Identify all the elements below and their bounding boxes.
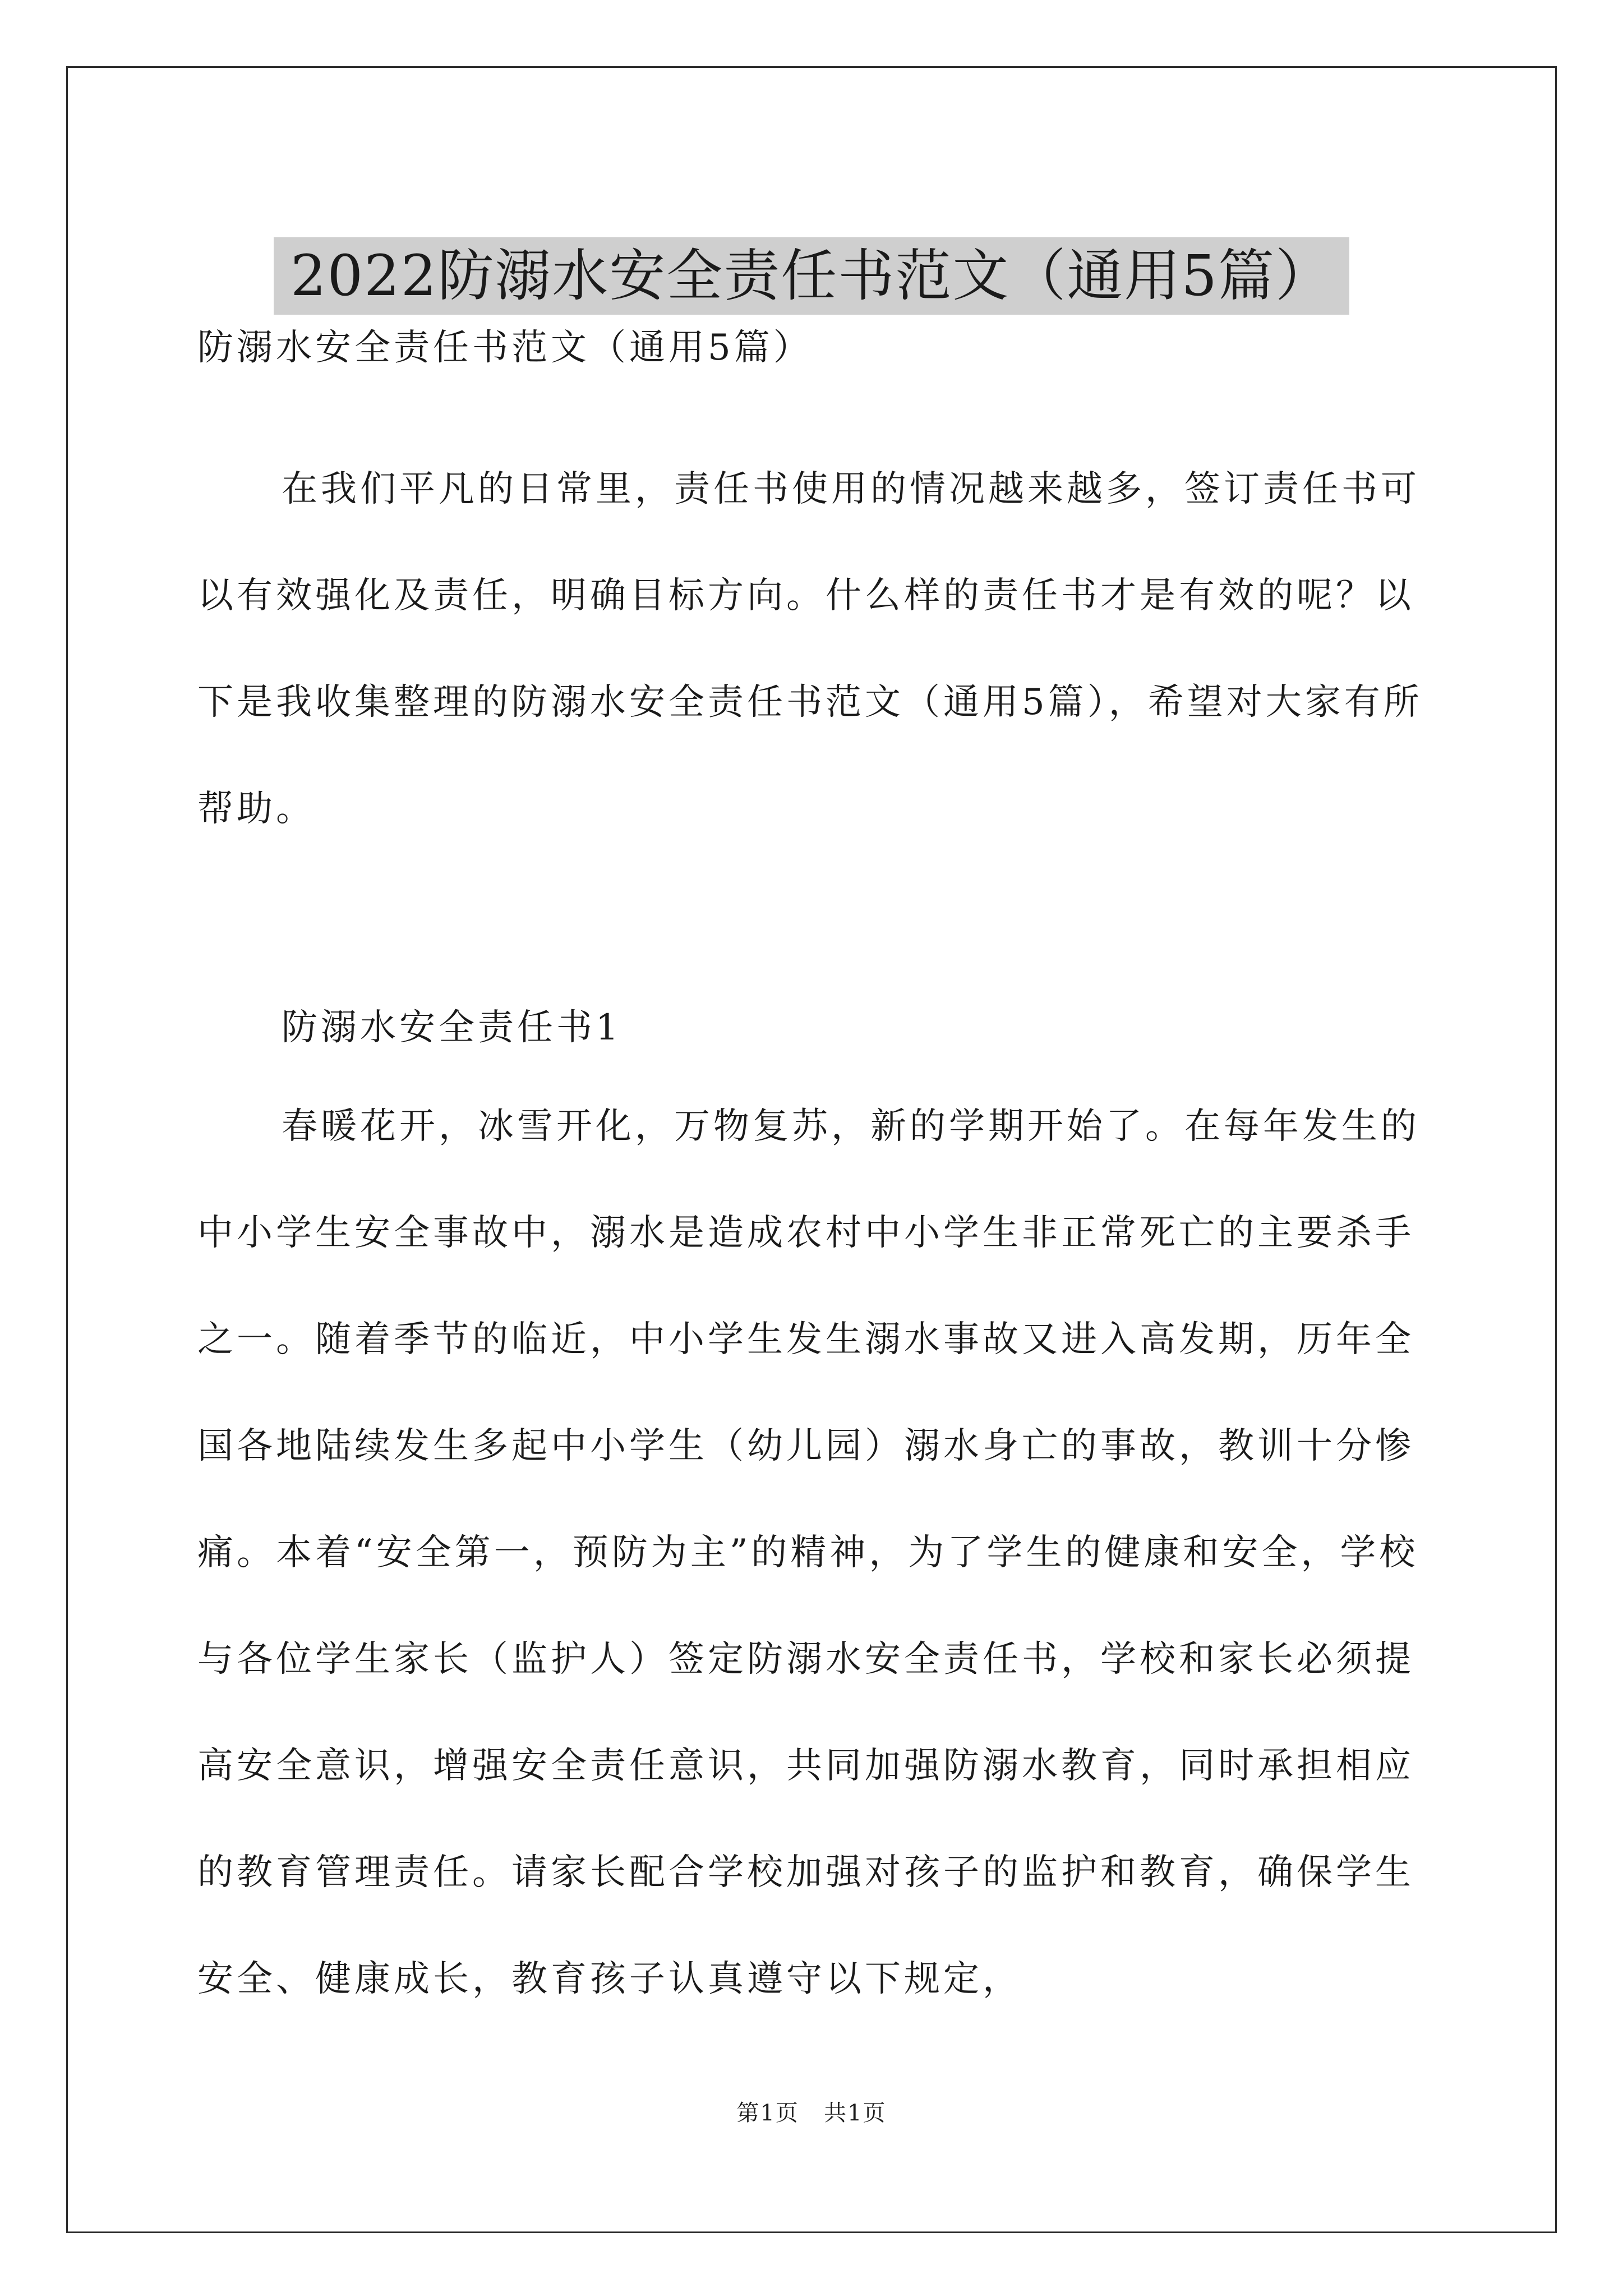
intro-paragraph: 在我们平凡的日常里，责任书使用的情况越来越多，签订责任书可以有效强化及责任，明确目标方向。什么样的责任书才是有效的呢？以下是我收集整理的防溺水安全责任书范文（通用5篇），希望对大家有所帮助。 [197,468,1423,830]
page-footer: 第1页 共1页 [736,2100,887,2126]
document-title: 2022防溺水安全责任书范文（通用5篇） [274,237,1349,315]
section-heading: 防溺水安全责任书1 [282,1007,622,1048]
body-paragraph: 春暖花开，冰雪开化，万物复苏，新的学期开始了。在每年发生的中小学生安全事故中，溺水是造成农村中小学生非正常死亡的主要杀手之一。随着季节的临近，中小学生发生溺水事故又进入高发期，历年全国各地陆续发生多起中小学生（幼儿园）溺水身亡的事故，教训十分惨痛。本着“安全第一，预防为主”的精神，为了学生的健康和安全，学校与各位学生家长（监护人）签定防溺水安全责任书，学校和家长必须提高安全意识，增强安全责任意识，共同加强防溺水教育，同时承担相应的教育管理责任。请家长配合学校加强对孩子的监护和教育，确保学生安全、健康成长，教育孩子认真遵守以下规定， [197,1106,1420,2000]
document-subtitle: 防溺水安全责任书范文（通用5篇） [197,327,813,369]
